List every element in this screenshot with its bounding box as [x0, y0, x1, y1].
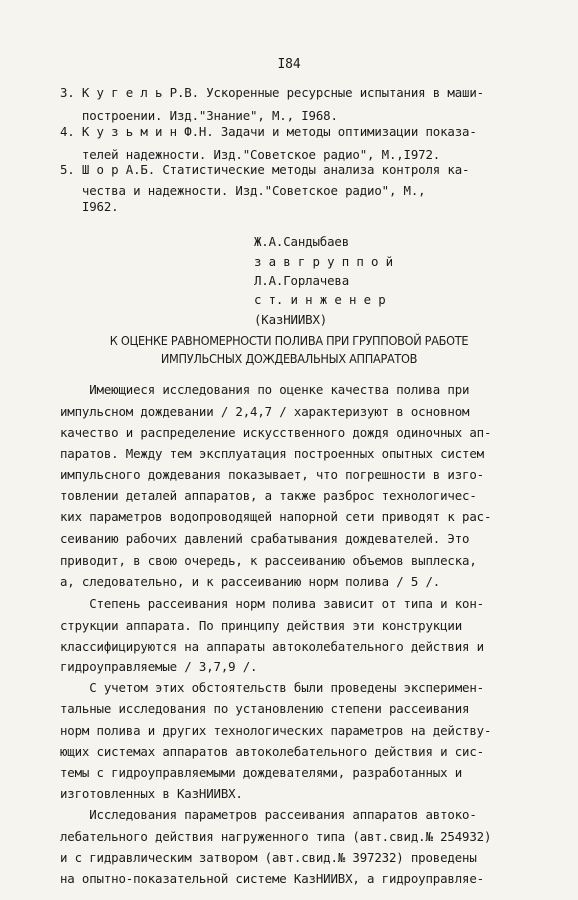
page-number: I84 [277, 57, 301, 72]
body-text-line: ющих системах аппаратов автоколебательного действия и сис- [60, 744, 484, 759]
article-title-line-2: ИМПУЛЬСНЫХ ДОЖДЕВАЛЬНЫХ АППАРАТОВ [160, 351, 418, 366]
reference-5-line-2: чества и надежности. Изд."Советское радио", М., [60, 183, 426, 198]
body-text-line: а, следовательно, и к рассеиванию норм полива / 5 /. [60, 574, 441, 589]
body-text-line: на опытно-показательной системе КазНИИВХ, а гидроуправляе- [60, 871, 484, 886]
body-text-line: изготовленных в КазНИИВХ. [60, 786, 243, 801]
reference-4-line-1: 4. К у з ь м и н Ф.Н. Задачи и методы оптимизации показа- [60, 124, 477, 139]
reference-4-line-2: телей надежности. Изд."Советское радио", М.,I972. [60, 147, 441, 162]
body-text-line: классифицируются на аппараты автоколебательного действия и [60, 639, 484, 654]
body-text-line: качество и распределение искусственного дождя одиночных ап- [60, 425, 492, 440]
reference-3-line-1: 3. К у г е л ь Р.В. Ускоренные ресурсные испытания в маши- [60, 85, 484, 100]
author-institution: (КазНИИВХ) [254, 312, 328, 327]
author-name-1: Ж.А.Сандыбаев [254, 234, 350, 249]
body-text-line: тальные исследования по установлению степени рассеивания [60, 701, 470, 716]
body-text-line: товлении деталей аппаратов, а также разброс технологичес- [60, 488, 477, 503]
body-text-line: ких параметров водопроводящей напорной сети приводят к рас- [60, 509, 492, 524]
body-text-line: струкции аппарата. По принципу действия эти конструкции [60, 618, 463, 633]
body-text-line: С учетом этих обстоятельств были проведены эксперимен- [60, 680, 484, 695]
body-text-line: импульсном дождевании / 2,4,7 / характеризуют в основном [60, 404, 470, 419]
reference-5-line-3: I962. [60, 199, 119, 214]
reference-3-line-2: построении. Изд."Знание", М., I968. [60, 108, 338, 123]
body-text-line: и с гидравлическим затвором (авт.свид.№ 397232) проведены [60, 850, 477, 865]
body-text-line: Имеющиеся исследования по оценке качества полива при [60, 382, 470, 397]
body-text-line: приводит, в свою очередь, к рассеиванию объемов выплеска, [60, 553, 477, 568]
body-text-line: Степень рассеивания норм полива зависит от типа и кон- [60, 596, 484, 611]
body-text-line: сеиванию рабочих давлений срабатывания дождевателей. Это [60, 531, 470, 546]
author-role-2: с т. и н ж е н е р [254, 292, 386, 307]
body-text-line: норм полива и других технологических параметров на действу- [60, 723, 492, 738]
body-text-line: паратов. Между тем эксплуатация построенных опытных систем [60, 446, 484, 461]
body-text-line: Исследования параметров рассеивания аппаратов автоко- [60, 807, 477, 822]
author-role-1: з а в г р у п п о й [254, 254, 393, 269]
body-text-line: импульсного дождевания показывает, что погрешности в изго- [60, 467, 484, 482]
reference-5-line-1: 5. Ш о р А.Б. Статистические методы анализа контроля ка- [60, 162, 470, 177]
body-text-line: темы с гидроуправляемыми дождевателями, разработанных и [60, 765, 463, 780]
article-title-line-1: К ОЦЕНКЕ РАВНОМЕРНОСТИ ПОЛИВА ПРИ ГРУППОВОЙ РАБОТЕ [109, 333, 469, 348]
body-text-line: лебательного действия нагруженного типа (авт.свид.№ 254932) [60, 829, 492, 844]
author-name-2: Л.А.Горлачева [254, 273, 350, 288]
body-text-line: гидроуправляемые / 3,7,9 /. [60, 659, 258, 674]
